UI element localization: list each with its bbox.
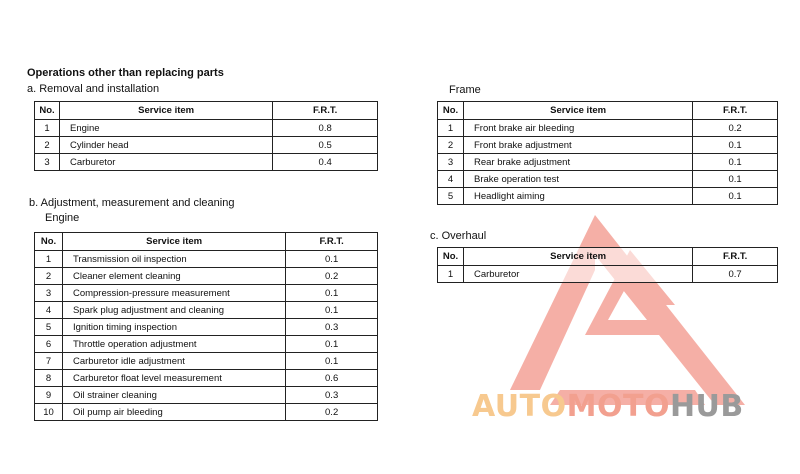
row-frt: 0.1 [286, 251, 378, 268]
table-row [35, 353, 378, 370]
watermark-moto: MOTO [566, 389, 670, 424]
adjustment-engine-table [34, 232, 378, 421]
table-row [35, 319, 378, 336]
row-no: 2 [35, 137, 60, 154]
table-row [438, 171, 778, 188]
row-service-item: Ignition timing inspection [62, 319, 285, 336]
row-no: 4 [35, 302, 63, 319]
table-row [35, 120, 378, 137]
section-c-title: c. Overhaul [430, 230, 487, 242]
row-no: 9 [35, 387, 63, 404]
row-frt: 0.1 [693, 188, 778, 205]
table-row [35, 387, 378, 404]
table-row [35, 137, 378, 154]
table-row [35, 302, 378, 319]
row-frt: 0.1 [693, 171, 778, 188]
row-no: 3 [438, 154, 464, 171]
column-header-service-item: Service item [463, 248, 692, 266]
row-no: 1 [438, 120, 464, 137]
row-service-item: Carburetor idle adjustment [62, 353, 285, 370]
row-frt: 0.1 [286, 353, 378, 370]
row-no: 4 [438, 171, 464, 188]
watermark-text [472, 389, 744, 424]
row-service-item: Front brake adjustment [463, 137, 692, 154]
row-no: 6 [35, 336, 63, 353]
column-header-frt: F.R.T. [286, 233, 378, 251]
table-header-row [438, 248, 778, 266]
table-row [438, 266, 778, 283]
table-row [35, 370, 378, 387]
column-header-no: No. [438, 102, 464, 120]
table-header-row [35, 102, 378, 120]
row-frt: 0.1 [286, 336, 378, 353]
row-service-item: Carburetor float level measurement [62, 370, 285, 387]
row-no: 1 [35, 251, 63, 268]
row-no: 1 [35, 120, 60, 137]
table-row [438, 120, 778, 137]
row-service-item: Oil pump air bleeding [62, 404, 285, 421]
row-service-item: Carburetor [59, 154, 272, 171]
column-header-frt: F.R.T. [693, 248, 778, 266]
watermark-auto: AUTO [472, 389, 567, 424]
row-no: 5 [35, 319, 63, 336]
removal-table [34, 101, 378, 171]
column-header-frt: F.R.T. [273, 102, 378, 120]
row-no: 2 [438, 137, 464, 154]
row-frt: 0.4 [273, 154, 378, 171]
column-header-service-item: Service item [463, 102, 692, 120]
row-service-item: Compression-pressure measurement [62, 285, 285, 302]
row-service-item: Spark plug adjustment and cleaning [62, 302, 285, 319]
section-a-title: a. Removal and installation [27, 83, 160, 95]
row-frt: 0.5 [273, 137, 378, 154]
table-row [35, 268, 378, 285]
row-no: 1 [438, 266, 464, 283]
row-service-item: Rear brake adjustment [463, 154, 692, 171]
table-row [35, 251, 378, 268]
column-header-no: No. [35, 102, 60, 120]
row-frt: 0.8 [273, 120, 378, 137]
automotohub-logo-icon [500, 210, 750, 410]
page-heading: Operations other than replacing parts [27, 67, 224, 79]
row-service-item: Engine [59, 120, 272, 137]
row-service-item: Throttle operation adjustment [62, 336, 285, 353]
row-frt: 0.2 [693, 120, 778, 137]
row-service-item: Brake operation test [463, 171, 692, 188]
row-no: 10 [35, 404, 63, 421]
section-b-subtitle: Engine [45, 212, 80, 224]
row-no: 7 [35, 353, 63, 370]
row-frt: 0.1 [286, 285, 378, 302]
row-service-item: Transmission oil inspection [62, 251, 285, 268]
overhaul-table [437, 247, 778, 283]
row-frt: 0.1 [286, 302, 378, 319]
column-header-no: No. [438, 248, 464, 266]
column-header-frt: F.R.T. [693, 102, 778, 120]
watermark-hub: HUB [669, 389, 744, 424]
frame-table [437, 101, 778, 205]
row-service-item: Cylinder head [59, 137, 272, 154]
section-b-title: b. Adjustment, measurement and cleaning [29, 197, 235, 209]
row-no: 2 [35, 268, 63, 285]
row-no: 8 [35, 370, 63, 387]
column-header-service-item: Service item [62, 233, 285, 251]
table-header-row [438, 102, 778, 120]
table-row [438, 188, 778, 205]
frame-title: Frame [449, 84, 481, 96]
row-frt: 0.2 [286, 268, 378, 285]
row-frt: 0.2 [286, 404, 378, 421]
row-service-item: Carburetor [463, 266, 692, 283]
table-row [35, 404, 378, 421]
row-service-item: Oil strainer cleaning [62, 387, 285, 404]
row-frt: 0.6 [286, 370, 378, 387]
row-frt: 0.3 [286, 319, 378, 336]
row-service-item: Headlight aiming [463, 188, 692, 205]
row-frt: 0.3 [286, 387, 378, 404]
row-service-item: Front brake air bleeding [463, 120, 692, 137]
row-no: 5 [438, 188, 464, 205]
row-no: 3 [35, 285, 63, 302]
table-row [35, 154, 378, 171]
table-row [35, 285, 378, 302]
row-frt: 0.7 [693, 266, 778, 283]
row-frt: 0.1 [693, 137, 778, 154]
table-row [438, 137, 778, 154]
column-header-no: No. [35, 233, 63, 251]
table-row [438, 154, 778, 171]
row-service-item: Cleaner element cleaning [62, 268, 285, 285]
table-header-row [35, 233, 378, 251]
table-row [35, 336, 378, 353]
column-header-service-item: Service item [59, 102, 272, 120]
row-frt: 0.1 [693, 154, 778, 171]
row-no: 3 [35, 154, 60, 171]
